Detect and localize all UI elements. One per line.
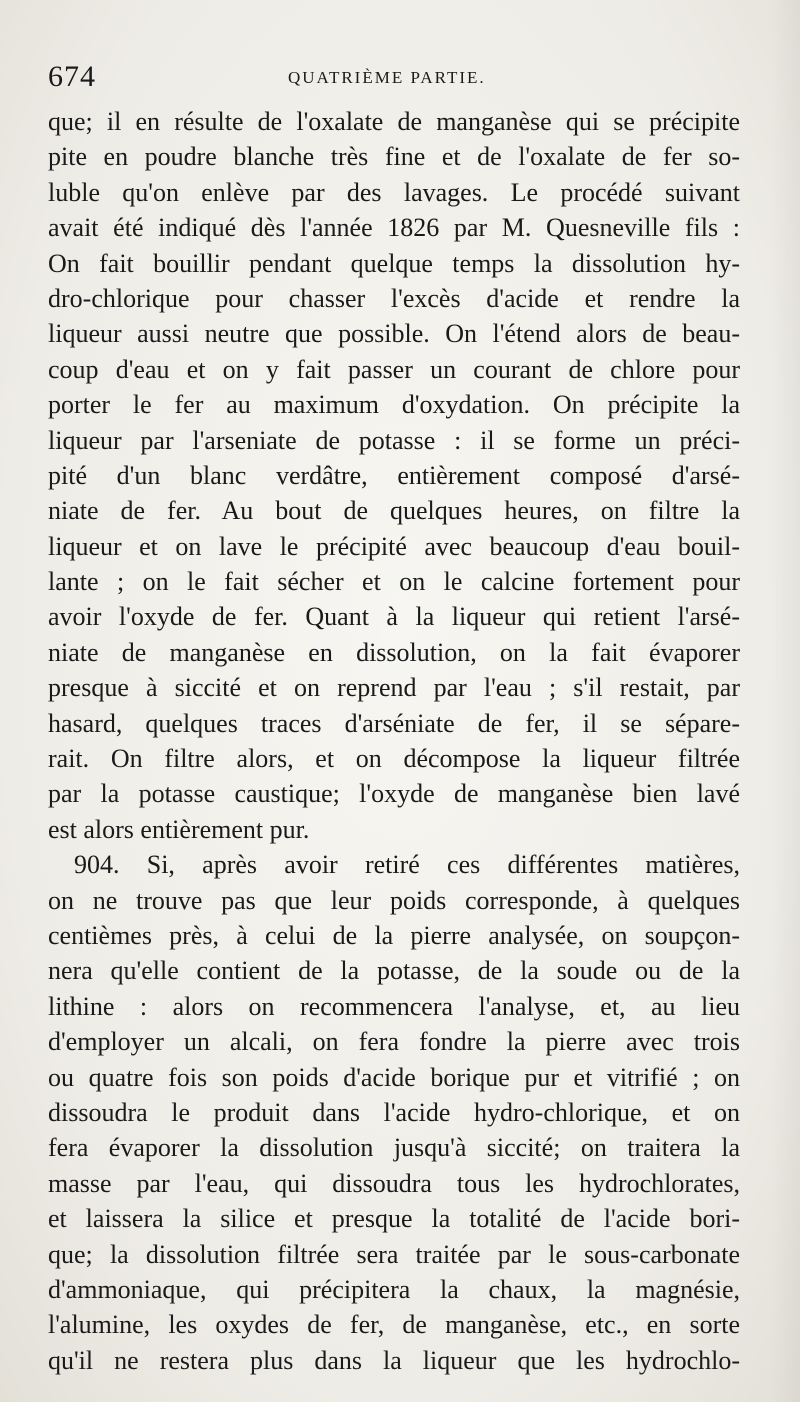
- text-line: dro-chlorique pour chasser l'excès d'acide et rendre la: [48, 283, 740, 313]
- text-line: porter le fer au maximum d'oxydation. On précipite la: [48, 390, 740, 420]
- text-line: lante ; on le fait sécher et on le calcine fortement pour: [48, 567, 740, 597]
- text-line: centièmes près, à celui de la pierre analysée, on soupçon-: [48, 920, 740, 950]
- section-904-start-line: 904. Si, après avoir retiré ces différentes matières,: [74, 850, 740, 880]
- text-line: et laissera la silice et presque la totalité de l'acide bori-: [48, 1204, 740, 1234]
- text-line: par la potasse caustique; l'oxyde de manganèse bien lavé: [48, 779, 740, 809]
- text-line: niate de manganèse en dissolution, on la fait évaporer: [48, 637, 740, 667]
- paragraph-end-line: est alors entièrement pur.: [48, 814, 310, 844]
- text-line: coup d'eau et on y fait passer un courant de chlore pour: [48, 354, 740, 384]
- text-line: lithine : alors on recommencera l'analyse, et, au lieu: [48, 991, 740, 1021]
- text-line: ou quatre fois son poids d'acide borique pur et vitrifié ; on: [48, 1062, 740, 1092]
- text-line: hasard, quelques traces d'arséniate de fer, il se sépare-: [48, 708, 740, 738]
- page-number: 674: [48, 60, 96, 93]
- page-edge-shadow: [770, 0, 800, 1402]
- text-line: dissoudra le produit dans l'acide hydro-chlorique, et on: [48, 1097, 740, 1127]
- text-line: nera qu'elle contient de la potasse, de la soude ou de la: [48, 956, 740, 986]
- text-line: que; la dissolution filtrée sera traitée par le sous-carbonate: [48, 1239, 740, 1269]
- text-line: d'ammoniaque, qui précipitera la chaux, la magnésie,: [48, 1274, 740, 1304]
- text-line: on ne trouve pas que leur poids corresponde, à quelques: [48, 885, 740, 915]
- text-line: pité d'un blanc verdâtre, entièrement composé d'arsé-: [48, 460, 740, 490]
- running-title: QUATRIÈME PARTIE.: [288, 68, 486, 87]
- text-line: d'employer un alcali, on fera fondre la pierre avec trois: [48, 1027, 740, 1057]
- text-line: que; il en résulte de l'oxalate de manganèse qui se précipite: [48, 107, 740, 136]
- body-text: [48, 104, 740, 1378]
- text-line: avait été indiqué dès l'année 1826 par M. Quesneville fils :: [48, 213, 740, 243]
- text-line: niate de fer. Au bout de quelques heures, on filtre la: [48, 496, 740, 526]
- running-head: [48, 60, 738, 100]
- text-line: liqueur par l'arseniate de potasse : il se forme un préci-: [48, 425, 740, 455]
- text-line: l'alumine, les oxydes de fer, de manganèse, etc., en sorte: [48, 1310, 740, 1340]
- text-line: presque à siccité et on reprend par l'eau ; s'il restait, par: [48, 673, 740, 703]
- text-line: luble qu'on enlève par des lavages. Le procédé suivant: [48, 177, 740, 207]
- text-line: rait. On filtre alors, et on décompose la liqueur filtrée: [48, 744, 740, 774]
- text-line: liqueur aussi neutre que possible. On l'étend alors de beau-: [48, 319, 740, 349]
- text-line: fera évaporer la dissolution jusqu'à siccité; on traitera la: [48, 1133, 740, 1163]
- text-line: liqueur et on lave le précipité avec beaucoup d'eau bouil-: [48, 531, 740, 561]
- text-line: On fait bouillir pendant quelque temps la dissolution hy-: [48, 248, 740, 278]
- text-line: qu'il ne restera plus dans la liqueur que les hydrochlo-: [48, 1345, 740, 1375]
- text-line: pite en poudre blanche très fine et de l'oxalate de fer so-: [48, 142, 740, 172]
- text-line: masse par l'eau, qui dissoudra tous les hydrochlorates,: [48, 1168, 740, 1198]
- text-line: avoir l'oxyde de fer. Quant à la liqueur qui retient l'arsé-: [48, 602, 740, 632]
